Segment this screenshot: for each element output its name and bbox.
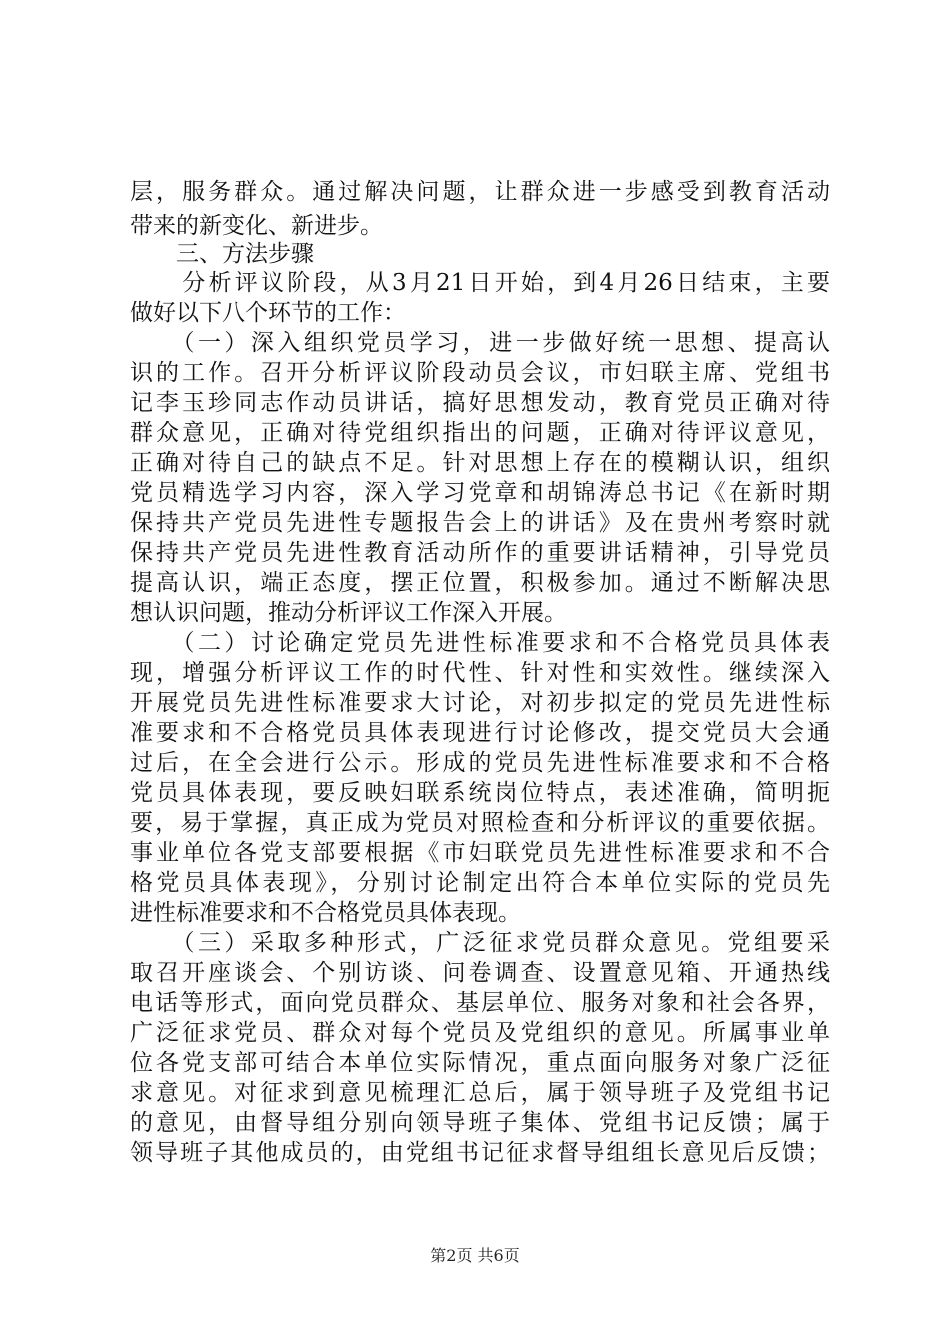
- text-line: 事业单位各党支部要根据《市妇联党员先进性标准要求和不合: [130, 840, 830, 866]
- text-line: 进性标准要求和不合格党员具体表现。: [130, 900, 521, 926]
- text-line: 取召开座谈会、个别访谈、问卷调查、设置意见箱、开通热线: [130, 960, 830, 986]
- text-line: 开展党员先进性标准要求大讨论，对初步拟定的党员先进性标: [130, 690, 830, 716]
- text-line: 准要求和不合格党员具体表现进行讨论修改，提交党员大会通: [130, 720, 830, 746]
- text-line: 做好以下八个环节的工作：: [130, 300, 406, 326]
- text-line: 过后，在全会进行公示。形成的党员先进性标准要求和不合格: [130, 750, 830, 776]
- text-line: 记李玉珍同志作动员讲话，搞好思想发动，教育党员正确对待: [130, 390, 830, 416]
- text-line: 的意见，由督导组分别向领导班子集体、党组书记反馈；属于: [130, 1110, 830, 1136]
- text-line: （三）采取多种形式，广泛征求党员群众意见。党组要采: [130, 930, 830, 956]
- text-line: 要，易于掌握，真正成为党员对照检查和分析评议的重要依据。: [130, 810, 830, 836]
- text-line: 领导班子其他成员的，由党组书记征求督导组组长意见后反馈；: [130, 1140, 830, 1166]
- text-line: 提高认识，端正态度，摆正位置，积极参加。通过不断解决思: [130, 570, 830, 596]
- text-line: 格党员具体表现》，分别讨论制定出符合本单位实际的党员先: [130, 870, 830, 896]
- text-line: 现，增强分析评议工作的时代性、针对性和实效性。继续深入: [130, 660, 830, 686]
- text-line: （二）讨论确定党员先进性标准要求和不合格党员具体表: [130, 630, 830, 656]
- section-heading: 三、方法步骤: [130, 241, 314, 267]
- text-line: 党员具体表现，要反映妇联系统岗位特点，表述准确，简明扼: [130, 780, 830, 806]
- text-line: 保持共产党员先进性教育活动所作的重要讲话精神，引导党员: [130, 540, 830, 566]
- text-line: 位各党支部可结合本单位实际情况，重点面向服务对象广泛征: [130, 1050, 830, 1076]
- text-line: 保持共产党员先进性专题报告会上的讲话》及在贵州考察时就: [130, 510, 830, 536]
- text-line: 广泛征求党员、群众对每个党员及党组织的意见。所属事业单: [130, 1020, 830, 1046]
- text-line: 党员精选学习内容，深入学习党章和胡锦涛总书记《在新时期: [130, 480, 830, 506]
- text-line: 层，服务群众。通过解决问题，让群众进一步感受到教育活动: [130, 179, 830, 205]
- text-line: 电话等形式，面向党员群众、基层单位、服务对象和社会各界，: [130, 990, 830, 1016]
- text-line: 带来的新变化、新进步。: [130, 213, 383, 239]
- text-line: 分析评议阶段，从3月21日开始，到4月26日结束，主要: [130, 270, 830, 296]
- page-number-footer: 第2页 共6页: [430, 1246, 520, 1265]
- text-line: 识的工作。召开分析评议阶段动员会议，市妇联主席、党组书: [130, 360, 830, 386]
- text-line: 求意见。对征求到意见梳理汇总后，属于领导班子及党组书记: [130, 1080, 830, 1106]
- text-line: 想认识问题，推动分析评议工作深入开展。: [130, 600, 567, 626]
- text-line: 正确对待自己的缺点不足。针对思想上存在的模糊认识，组织: [130, 450, 830, 476]
- text-line: （一）深入组织党员学习，进一步做好统一思想、提高认: [130, 330, 830, 356]
- text-line: 群众意见，正确对待党组织指出的问题，正确对待评议意见，: [130, 420, 830, 446]
